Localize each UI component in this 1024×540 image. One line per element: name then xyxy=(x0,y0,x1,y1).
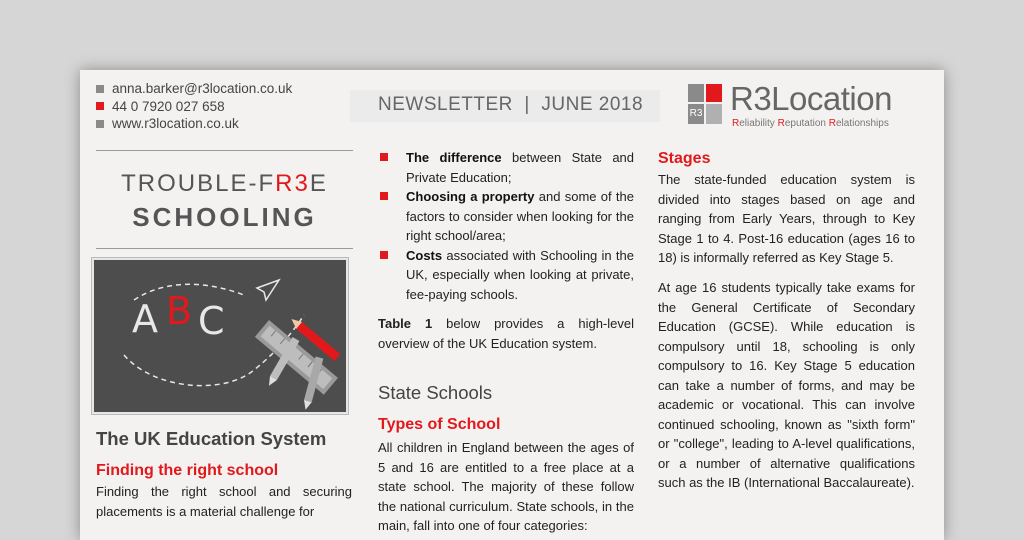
r3location-logo xyxy=(688,80,918,128)
chalk-letter-b: B xyxy=(166,289,193,333)
contact-email-row xyxy=(96,80,292,98)
divider xyxy=(96,150,353,151)
bullet-square-icon xyxy=(96,102,104,110)
chalkboard-image xyxy=(92,258,348,414)
list-item: Costs associated with Schooling in the UK, especially when looking at private, fee-paying schools. xyxy=(378,246,634,305)
masthead-subtitle: SCHOOLING xyxy=(132,202,317,232)
divider xyxy=(96,248,353,249)
list-item: Choosing a property and some of the factors to consider when looking for the right school/area; xyxy=(378,187,634,246)
state-schools-heading: State Schools xyxy=(378,382,493,403)
list-item: The difference between State and Private Education; xyxy=(378,148,634,187)
bullet-square-icon xyxy=(380,251,388,259)
newsletter-page xyxy=(80,70,944,540)
bullet-square-icon xyxy=(380,192,388,200)
contact-phone: 44 0 7920 027 658 xyxy=(112,98,225,114)
bullet-square-icon xyxy=(96,85,104,93)
types-of-school-paragraph: All children in England between the ages of 5 and 16 are entitled to a free place at a state school. The majority of these follow the national curriculum. State schools, in the main, fall into one of four categories: xyxy=(378,440,634,533)
logo-name: R3Location xyxy=(730,80,892,117)
chalk-letter-a: A xyxy=(132,297,158,341)
logo-mark-icon xyxy=(688,84,722,124)
bullet-list xyxy=(378,148,634,304)
contact-block xyxy=(96,80,292,133)
ruler-icon xyxy=(255,320,338,395)
logo-tagline: Reliability Reputation Relationships xyxy=(732,118,889,129)
stages-paragraph-2: At age 16 students typically take exams for the General Certificate of Secondary Education (GCSE). While education is compulsory until 18, schooling is only compulsory to 16. Key Stage 5 education can take a number of forms, and may be academic or vocational. This can involve continued schooling, known as "sixth form" or "college", leading to A-level qualifications, or a number of alternative qualifications such as the IB (International Baccalaureate). xyxy=(658,280,915,490)
paper-plane-icon xyxy=(257,280,279,300)
contact-web-row xyxy=(96,115,292,133)
contact-email[interactable]: anna.barker@r3location.co.uk xyxy=(112,81,293,96)
left-paragraph: Finding the right school and securing placements is a material challenge for xyxy=(96,484,352,519)
stages-paragraph-1: The state-funded education system is divided into stages based on age and ranging from Early Years, through to Key Stage 1 to 4. Post-16 education (ages 16 to 18) is informally referred as Key Stage 5. xyxy=(658,172,915,265)
subheading-finding-school: Finding the right school xyxy=(96,462,279,479)
table-reference-paragraph: Table 1 below provides a high-level overview of the UK Education system. xyxy=(378,316,634,351)
bullet-square-icon xyxy=(380,153,388,161)
bullet-square-icon xyxy=(96,120,104,128)
stages-heading: Stages xyxy=(658,150,711,167)
masthead-title: TROUBLE-FR3E xyxy=(121,170,328,197)
contact-website[interactable]: www.r3location.co.uk xyxy=(112,116,239,131)
chalk-letter-c: C xyxy=(198,299,225,343)
chalkboard-illustration xyxy=(94,260,346,412)
types-of-school-heading: Types of School xyxy=(378,416,501,433)
newsletter-title: NEWSLETTER | JUNE 2018 xyxy=(378,94,644,115)
section-title: The UK Education System xyxy=(96,428,327,449)
logo-mark-text: R3 xyxy=(688,104,704,124)
contact-phone-row xyxy=(96,98,292,116)
